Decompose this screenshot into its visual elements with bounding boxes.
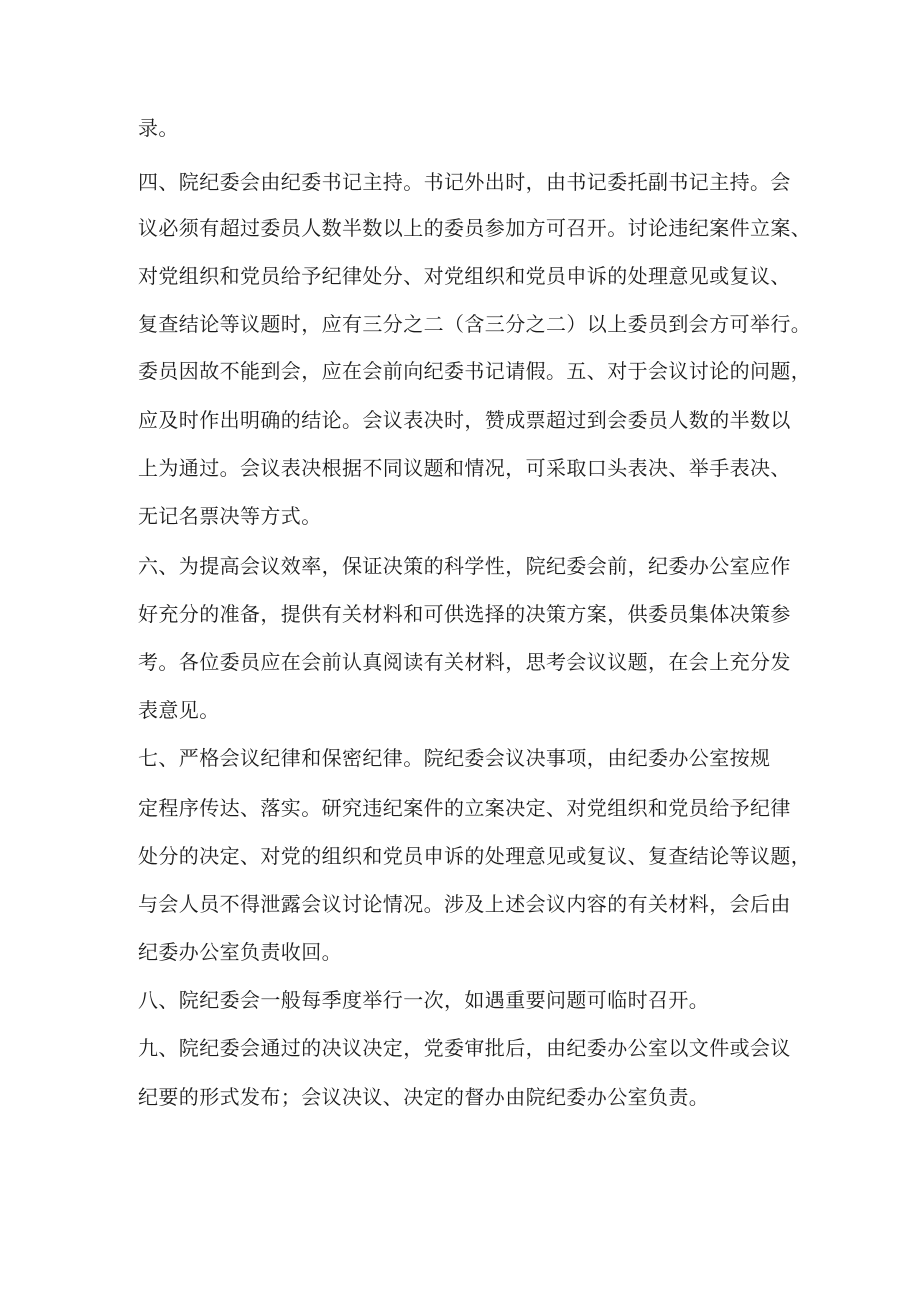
text-line: 与会人员不得泄露会议讨论情况。涉及上述会议内容的有关材料，会后由	[138, 892, 791, 916]
text-line: 表意见。	[138, 698, 220, 722]
text-line: 无记名票决等方式。	[138, 504, 322, 528]
text-line: 好充分的准备，提供有关材料和可供选择的决策方案，供委员集体决策参	[138, 602, 791, 626]
text-line: 定程序传达、落实。研究违纪案件的立案决定、对党组织和党员给予纪律	[138, 796, 791, 820]
text-line: 录。	[138, 116, 179, 140]
text-line: 九、院纪委会通过的决议决定，党委审批后，由纪委办公室以文件或会议	[138, 1036, 791, 1060]
text-line: 纪要的形式发布；会议决议、决定的督办由院纪委办公室负责。	[138, 1085, 710, 1109]
text-line: 处分的决定、对党的组织和党员申诉的处理意见或复议、复查结论等议题，	[138, 844, 812, 868]
text-line: 考。各位委员应在会前认真阅读有关材料，思考会议议题，在会上充分发	[138, 650, 791, 674]
text-line: 委员因故不能到会，应在会前向纪委书记请假。五、对于会议讨论的问题，	[138, 359, 812, 383]
text-line: 纪委办公室负责收回。	[138, 940, 342, 964]
text-line: 七、严格会议纪律和保密纪律。院纪委会议决事项，由纪委办公室按规	[138, 746, 771, 770]
text-line: 上为通过。会议表决根据不同议题和情况，可采取口头表决、举手表决、	[138, 456, 791, 480]
text-line: 复查结论等议题时，应有三分之二（含三分之二）以上委员到会方可举行。	[138, 312, 812, 336]
text-line: 四、院纪委会由纪委书记主持。书记外出时，由书记委托副书记主持。会	[138, 170, 791, 194]
text-line: 应及时作出明确的结论。会议表决时，赞成票超过到会委员人数的半数以	[138, 408, 791, 432]
text-line: 八、院纪委会一般每季度举行一次，如遇重要问题可临时召开。	[138, 988, 710, 1012]
text-line: 对党组织和党员给予纪律处分、对党组织和党员申诉的处理意见或复议、	[138, 264, 791, 288]
text-line: 六、为提高会议效率，保证决策的科学性，院纪委会前，纪委办公室应作	[138, 554, 791, 578]
text-line: 议必须有超过委员人数半数以上的委员参加方可召开。讨论违纪案件立案、	[138, 216, 812, 240]
